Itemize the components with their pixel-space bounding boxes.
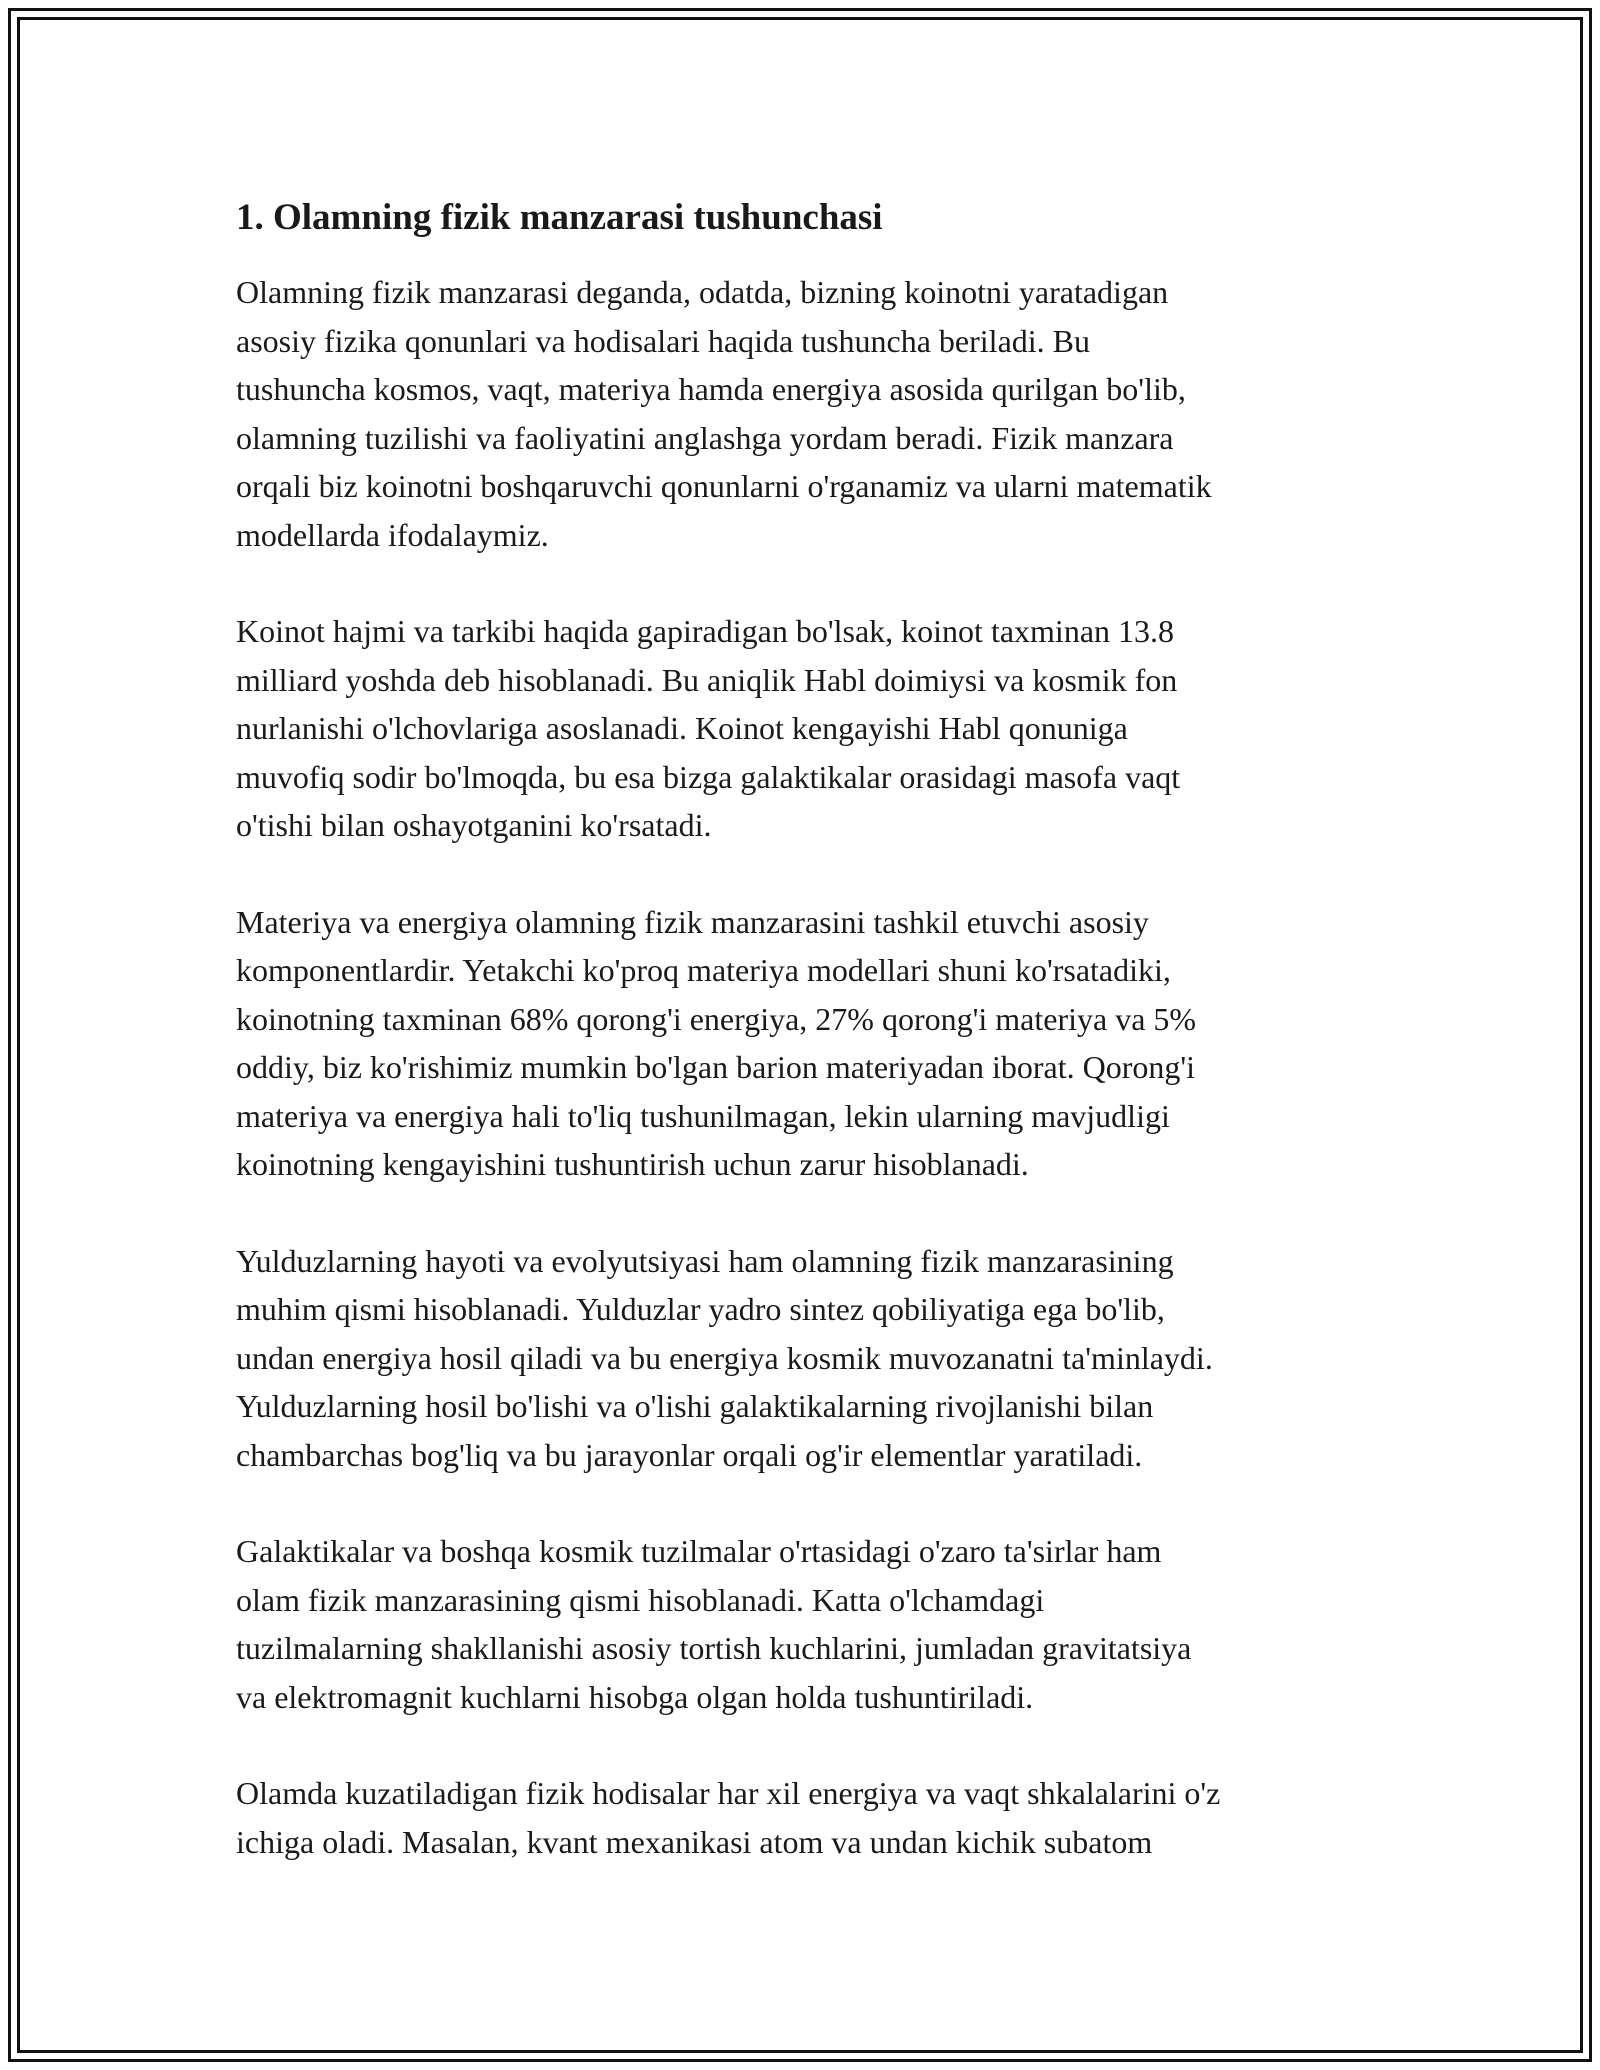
text-line: asosiy fizika qonunlari va hodisalari haqida tushuncha beriladi. Bu xyxy=(236,322,1090,359)
text-line: o'tishi bilan oshayotganini ko'rsatadi. xyxy=(236,807,712,843)
paragraph-1 xyxy=(236,268,1376,559)
text-line: Yulduzlarning hayoti va evolyutsiyasi ham olamning fizik manzarasining xyxy=(236,1242,1174,1279)
text-line: Yulduzlarning hosil bo'lishi va o'lishi galaktikalarning rivojlanishi bilan xyxy=(236,1388,1154,1424)
text-line: Materiya va energiya olamning fizik manzarasini tashkil etuvchi asosiy xyxy=(236,903,1149,940)
text-line: koinotning kengayishini tushuntirish uchun zarur hisoblanadi. xyxy=(236,1146,1029,1182)
text-line: komponentlardir. Yetakchi ko'proq materiya modellari shuni ko'rsatadiki, xyxy=(236,952,1171,988)
text-line: va elektromagnit kuchlarni hisobga olgan holda tushuntiriladi. xyxy=(236,1678,1034,1715)
text-line: tuzilmalarning shakllanishi asosiy tortish kuchlarini, jumladan gravitatsiya xyxy=(236,1630,1192,1666)
text-line: Koinot hajmi va tarkibi haqida gapiradigan bo'lsak, koinot taxminan 13.8 xyxy=(236,613,1175,649)
paragraph-4 xyxy=(236,1237,1376,1480)
text-line: materiya va energiya hali to'liq tushunilmagan, lekin ularning mavjudligi xyxy=(236,1097,1170,1134)
paragraph-6 xyxy=(236,1769,1376,1866)
text-line: Galaktikalar va boshqa kosmik tuzilmalar o'rtasidagi o'zaro ta'sirlar ham xyxy=(236,1533,1162,1569)
text-line: olamning tuzilishi va faoliyatini anglashga yordam beradi. Fizik manzara xyxy=(236,419,1174,456)
text-line: oddiy, biz ko'rishimiz mumkin bo'lgan barion materiyadan iborat. Qorong'i xyxy=(236,1049,1196,1085)
paragraph-2 xyxy=(236,607,1376,850)
text-line: Olamning fizik manzarasi deganda, odatda, bizning koinotni yaratadigan xyxy=(236,274,1169,310)
paragraph-5 xyxy=(236,1527,1376,1721)
text-line: olam fizik manzarasining qismi hisoblanadi. Katta o'lchamdagi xyxy=(236,1581,1045,1618)
text-line: milliard yoshda deb hisoblanadi. Bu aniqlik Habl doimiysi va kosmik fon xyxy=(236,661,1178,698)
paragraph-3 xyxy=(236,898,1376,1189)
text-line: koinotning taxminan 68% qorong'i energiya, 27% qorong'i materiya va 5% xyxy=(236,1000,1197,1037)
document-body xyxy=(236,180,1376,1914)
text-line: muhim qismi hisoblanadi. Yulduzlar yadro sintez qobiliyatiga ega bo'lib, xyxy=(236,1291,1165,1327)
text-line: chambarchas bog'liq va bu jarayonlar orqali og'ir elementlar yaratiladi. xyxy=(236,1436,1143,1473)
text-line: Olamda kuzatiladigan fizik hodisalar har xil energiya va vaqt shkalalarini o'z xyxy=(236,1775,1221,1811)
text-line: undan energiya hosil qiladi va bu energiya kosmik muvozanatni ta'minlaydi. xyxy=(236,1339,1213,1376)
section-heading: 1. Olamning fizik manzarasi tushunchasi xyxy=(236,197,883,238)
text-line: ichiga oladi. Masalan, kvant mexanikasi atom va undan kichik subatom xyxy=(236,1823,1153,1860)
text-line: nurlanishi o'lchovlariga asoslanadi. Koinot kengayishi Habl qonuniga xyxy=(236,710,1128,746)
text-line: tushuncha kosmos, vaqt, materiya hamda energiya asosida qurilgan bo'lib, xyxy=(236,371,1186,407)
text-line: orqali biz koinotni boshqaruvchi qonunlarni o'rganamiz va ularni matematik xyxy=(236,468,1212,504)
text-line: modellarda ifodalaymiz. xyxy=(236,516,549,553)
text-line: muvofiq sodir bo'lmoqda, bu esa bizga galaktikalar orasidagi masofa vaqt xyxy=(236,758,1181,795)
